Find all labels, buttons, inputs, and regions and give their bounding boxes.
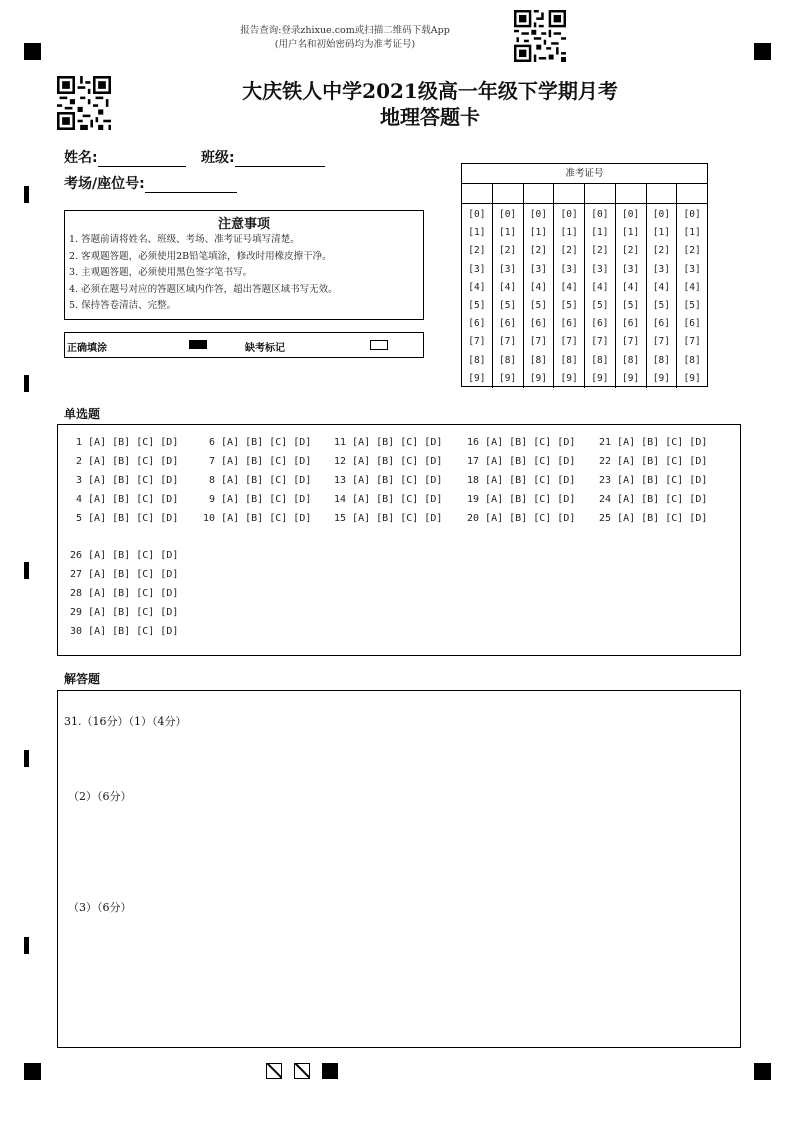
timing-mark [24,750,29,767]
question-option-row[interactable]: 23 [A] [B] [C] [D] [599,475,708,486]
exam-id-bubble[interactable]: [6] [499,318,517,330]
exam-id-bubble[interactable]: [3] [560,263,578,275]
question-option-row[interactable]: 24 [A] [B] [C] [D] [599,494,708,505]
exam-id-column [647,204,678,388]
corner-mark-bottom-right [754,1063,771,1080]
class-field [201,147,325,167]
free-response-area[interactable] [57,690,741,1048]
exam-id-bubble[interactable]: [8] [499,354,517,366]
question-option-row[interactable]: 1 [A] [B] [C] [D] [76,437,179,448]
q31-part3-heading: （3）（6分） [68,901,132,914]
notice-item: 3. 主观题答题，必须使用黑色签字笔书写。 [69,267,253,278]
exam-id-bubble[interactable]: [9] [622,372,640,384]
exam-id-digit-cell[interactable] [647,184,678,203]
exam-id-bubble[interactable]: [5] [591,300,609,312]
exam-id-bubble[interactable]: [1] [560,227,578,239]
exam-id-bubble[interactable]: [3] [622,263,640,275]
bottom-filled-mark [322,1063,338,1079]
exam-id-bubble[interactable]: [8] [622,354,640,366]
bottom-slash-mark [294,1063,310,1079]
exam-id-bubble[interactable]: [4] [560,281,578,293]
exam-id-bubble[interactable]: [0] [499,209,517,220]
exam-id-bubble[interactable]: [3] [683,263,701,275]
exam-id-column [585,204,616,388]
exam-id-bubble[interactable]: [1] [591,227,609,239]
exam-id-bubble[interactable]: [6] [591,318,609,330]
exam-id-bubble[interactable]: [6] [529,318,547,330]
exam-id-bubble[interactable]: [9] [560,372,578,384]
exam-id-bubble[interactable]: [9] [529,372,547,384]
fill-legend [64,332,424,358]
notice-item: 1. 答题前请将姓名、班级、考场、准考证号填写清楚。 [69,234,300,245]
question-option-row[interactable]: 9 [A] [B] [C] [D] [209,494,312,505]
exam-id-bubble[interactable]: [1] [529,227,547,239]
exam-id-bubble[interactable]: [3] [652,263,670,275]
exam-id-bubble[interactable]: [8] [468,354,486,366]
question-option-row[interactable]: 7 [A] [B] [C] [D] [209,456,312,467]
exam-id-bubble[interactable]: [5] [468,300,486,312]
exam-id-bubble[interactable]: [3] [468,263,486,275]
exam-id-bubble-columns [462,204,707,388]
free-response-label: 解答题 [64,672,101,686]
exam-id-bubble[interactable]: [7] [683,336,701,348]
question-option-row[interactable]: 25 [A] [B] [C] [D] [599,513,708,524]
question-option-row[interactable]: 16 [A] [B] [C] [D] [467,437,576,448]
question-option-row[interactable]: 3 [A] [B] [C] [D] [76,475,179,486]
notice-item: 4. 必须在题号对应的答题区域内作答，超出答题区域书写无效。 [69,283,338,295]
exam-id-bubble[interactable]: [1] [622,227,640,239]
qr-code-left[interactable] [57,76,111,130]
timing-mark [24,562,29,579]
exam-id-bubble[interactable]: [4] [652,281,670,293]
exam-id-bubble[interactable]: [8] [560,354,578,366]
exam-id-bubble[interactable]: [2] [529,245,547,257]
question-option-row[interactable]: 15 [A] [B] [C] [D] [334,513,443,524]
exam-id-bubble[interactable]: [9] [683,372,701,384]
exam-id-bubble[interactable]: [5] [622,300,640,312]
exam-id-column [524,204,555,388]
exam-id-bubble[interactable]: [0] [652,209,670,220]
login-note: 报告查询:登录zhixue.com或扫描二维码下载App [240,25,450,36]
class-input-line[interactable] [235,152,325,167]
timing-mark [24,375,29,392]
exam-id-bubble[interactable]: [7] [591,336,609,348]
room-seat-label: 考场/座位号: [64,176,145,192]
exam-id-bubble[interactable]: [9] [499,372,517,384]
absent-mark-box[interactable] [370,340,388,350]
exam-id-bubble[interactable]: [4] [468,281,486,293]
room-seat-input-line[interactable] [145,178,237,193]
question-option-row[interactable]: 12 [A] [B] [C] [D] [334,456,443,467]
question-option-row[interactable]: 8 [A] [B] [C] [D] [209,475,312,486]
exam-id-bubble[interactable]: [7] [529,336,547,348]
exam-id-digit-cell[interactable] [616,184,647,203]
question-option-row[interactable]: 13 [A] [B] [C] [D] [334,475,443,486]
qr-code-top[interactable] [514,10,566,62]
exam-id-column [462,204,493,388]
exam-id-bubble[interactable]: [4] [591,281,609,293]
exam-subtitle: 地理答题卡 [380,105,480,129]
notice-item: 5. 保持答卷清洁、完整。 [69,300,177,311]
question-option-row[interactable]: 17 [A] [B] [C] [D] [467,456,576,467]
exam-id-bubble[interactable]: [4] [622,281,640,293]
exam-id-grid [461,163,708,387]
exam-id-bubble[interactable]: [2] [591,245,609,257]
exam-id-bubble[interactable]: [3] [591,263,609,275]
exam-id-bubble[interactable]: [9] [468,372,486,384]
exam-id-bubble[interactable]: [5] [529,300,547,312]
exam-id-bubble[interactable]: [6] [622,318,640,330]
bottom-slash-mark [266,1063,282,1079]
question-option-row[interactable]: 14 [A] [B] [C] [D] [334,494,443,505]
exam-id-bubble[interactable]: [7] [560,336,578,348]
notice-title: 注意事项 [217,217,270,232]
exam-id-bubble[interactable]: [5] [560,300,578,312]
question-option-row[interactable]: 21 [A] [B] [C] [D] [599,437,708,448]
exam-id-bubble[interactable]: [9] [591,372,609,384]
exam-id-bubble[interactable]: [3] [499,263,517,275]
exam-id-bubble[interactable]: [5] [683,300,701,312]
exam-id-bubble[interactable]: [4] [499,281,517,293]
notice-item: 2. 客观题答题，必须使用2B铅笔填涂，修改时用橡皮擦干净。 [69,250,332,262]
class-label: 班级: [201,150,235,166]
exam-id-bubble[interactable]: [6] [683,318,701,330]
exam-id-bubble[interactable]: [2] [683,245,701,257]
exam-id-bubble[interactable]: [2] [499,245,517,257]
absent-mark-label: 缺考标记 [245,343,285,354]
corner-mark-top-left [24,43,41,60]
question-option-row[interactable]: 20 [A] [B] [C] [D] [467,513,576,524]
exam-id-bubble[interactable]: [0] [591,209,609,220]
exam-id-bubble[interactable]: [1] [468,227,486,239]
exam-id-digit-cell[interactable] [677,184,707,203]
exam-id-digit-cell[interactable] [493,184,524,203]
exam-id-digit-cell[interactable] [462,184,493,203]
exam-id-digit-cell[interactable] [585,184,616,203]
exam-id-bubble[interactable]: [6] [560,318,578,330]
exam-id-bubble[interactable]: [5] [499,300,517,312]
question-option-row[interactable]: 29 [A] [B] [C] [D] [70,607,179,618]
exam-id-bubble[interactable]: [4] [683,281,701,293]
exam-id-bubble[interactable]: [8] [652,354,670,366]
room-seat-field [64,173,237,193]
exam-id-bubble[interactable]: [8] [529,354,547,366]
exam-title: 大庆铁人中学2021级高一年级下学期月考 [242,79,618,103]
exam-id-bubble[interactable]: [0] [683,209,701,220]
question-option-row[interactable]: 10 [A] [B] [C] [D] [203,513,312,524]
exam-id-bubble[interactable]: [1] [499,227,517,239]
exam-id-bubble[interactable]: [8] [683,354,701,366]
exam-id-bubble[interactable]: [9] [652,372,670,384]
exam-id-bubble[interactable]: [6] [652,318,670,330]
notice-box [64,210,424,320]
exam-id-bubble[interactable]: [7] [468,336,486,348]
question-option-row[interactable]: 2 [A] [B] [C] [D] [76,456,179,467]
exam-id-bubble[interactable]: [8] [591,354,609,366]
question-option-row[interactable]: 6 [A] [B] [C] [D] [209,437,312,448]
exam-id-bubble[interactable]: [1] [683,227,701,239]
exam-id-column [554,204,585,388]
exam-id-bubble[interactable]: [7] [652,336,670,348]
correct-fill-label: 正确填涂 [67,343,107,354]
login-note-sub: (用户名和初始密码均为准考证号) [274,39,416,50]
exam-id-column [493,204,524,388]
exam-id-bubble[interactable]: [2] [622,245,640,257]
exam-id-bubble[interactable]: [6] [468,318,486,330]
question-option-row[interactable]: 4 [A] [B] [C] [D] [76,494,179,505]
timing-mark [24,937,29,954]
exam-id-digit-cell[interactable] [524,184,555,203]
exam-id-title: 准考证号 [462,164,707,184]
exam-id-bubble[interactable]: [0] [529,209,547,220]
exam-id-column [677,204,707,388]
exam-id-bubble[interactable]: [7] [622,336,640,348]
exam-id-write-row [462,184,707,204]
question-option-row[interactable]: 11 [A] [B] [C] [D] [334,437,443,448]
exam-id-bubble[interactable]: [7] [499,336,517,348]
question-option-row[interactable]: 19 [A] [B] [C] [D] [467,494,576,505]
single-choice-area [57,424,741,656]
exam-id-bubble[interactable]: [2] [560,245,578,257]
exam-id-bubble[interactable]: [3] [529,263,547,275]
name-label: 姓名: [64,150,98,166]
name-field [64,147,186,167]
question-option-row[interactable]: 27 [A] [B] [C] [D] [70,569,179,580]
single-choice-label: 单选题 [64,407,101,421]
q31-heading: 31.（16分）（1）（4分） [64,715,187,728]
question-option-row[interactable]: 30 [A] [B] [C] [D] [70,626,179,637]
exam-id-bubble[interactable]: [0] [468,209,486,220]
exam-id-column [616,204,647,388]
question-option-row[interactable]: 22 [A] [B] [C] [D] [599,456,708,467]
exam-id-bubble[interactable]: [0] [560,209,578,220]
corner-mark-bottom-left [24,1063,41,1080]
exam-id-bubble[interactable]: [2] [468,245,486,257]
q31-part2-heading: （2）（6分） [68,790,132,803]
question-option-row[interactable]: 28 [A] [B] [C] [D] [70,588,179,599]
exam-id-bubble[interactable]: [2] [652,245,670,257]
exam-id-bubble[interactable]: [4] [529,281,547,293]
name-input-line[interactable] [98,152,186,167]
question-option-row[interactable]: 26 [A] [B] [C] [D] [70,550,179,561]
corner-mark-top-right [754,43,771,60]
exam-id-bubble[interactable]: [1] [652,227,670,239]
question-option-row[interactable]: 18 [A] [B] [C] [D] [467,475,576,486]
exam-id-digit-cell[interactable] [554,184,585,203]
exam-id-bubble[interactable]: [5] [652,300,670,312]
correct-fill-sample [189,340,207,349]
timing-mark [24,186,29,203]
exam-id-bubble[interactable]: [0] [622,209,640,220]
question-option-row[interactable]: 5 [A] [B] [C] [D] [76,513,179,524]
